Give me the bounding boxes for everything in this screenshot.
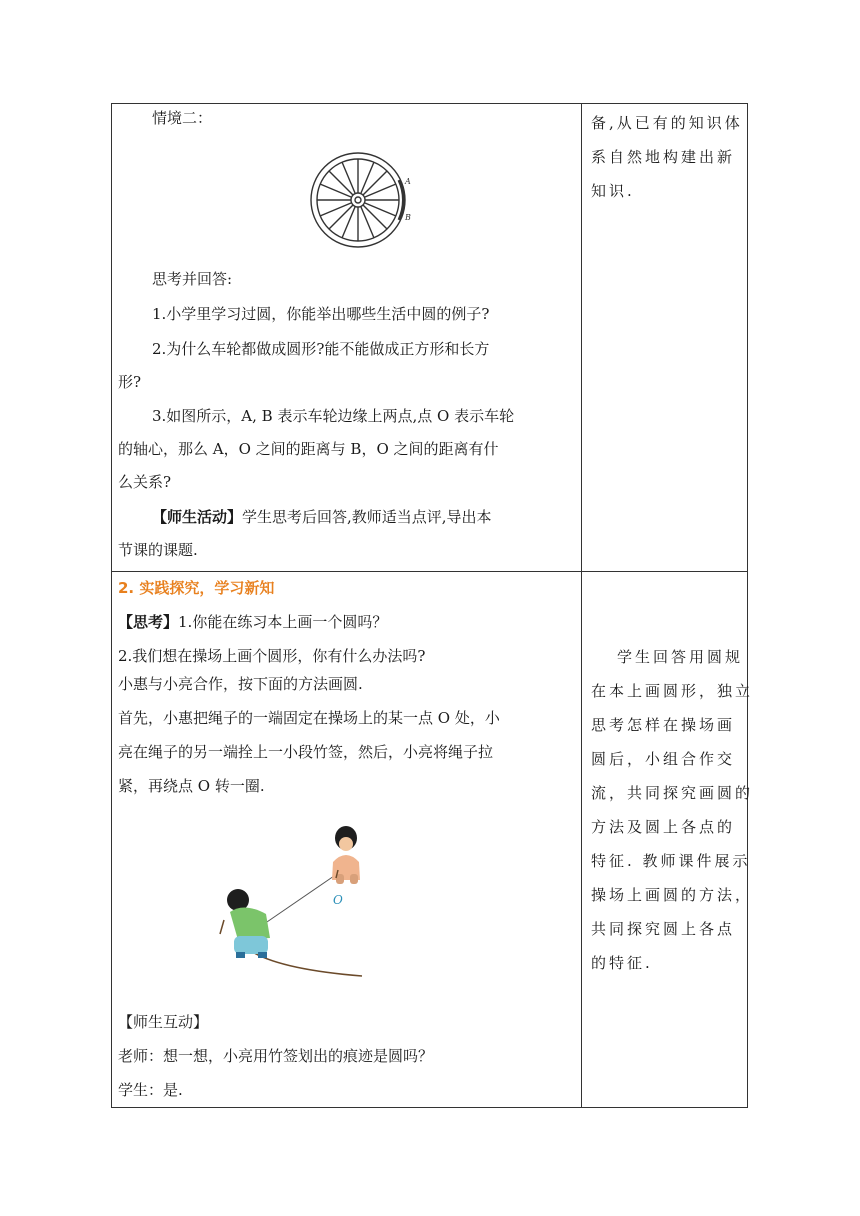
think-tag: 【思考】 xyxy=(118,613,179,631)
scenario-label: 情境二： xyxy=(152,109,213,127)
think-line xyxy=(118,612,387,632)
wheel-figure xyxy=(306,150,414,254)
wheel-label-a: A xyxy=(405,177,411,186)
right-note-bottom-line: 操场上画圆的方法， xyxy=(591,886,754,904)
activity-text: 学生思考后回答,教师适当点评,导出本 xyxy=(242,508,492,526)
activity-line-1 xyxy=(152,507,492,527)
figure-point-o-label: O xyxy=(333,893,343,907)
right-note-top-line: 备,从已有的知识体 xyxy=(591,114,743,132)
right-note-bottom-line: 方法及圆上各点的 xyxy=(591,818,736,836)
right-note-bottom xyxy=(591,640,753,980)
question-3-line-2: 的轴心，那么 A，O 之间的距离与 B，O 之间的距离有什 xyxy=(118,440,499,458)
wheel-label-b: B xyxy=(405,213,411,222)
right-note-bottom-line: 思考怎样在操场画 xyxy=(591,716,736,734)
column-divider xyxy=(581,104,582,1107)
method-line-1: 首先，小惠把绳子的一端固定在操场上的某一点 O 处，小 xyxy=(118,709,500,727)
question-2-line-1: 2.为什么车轮都做成圆形?能不能做成正方形和长方 xyxy=(152,340,490,358)
cooperation-line: 小惠与小亮合作，按下面的方法画圆. xyxy=(118,675,363,693)
think-question-1: 1.你能在练习本上画一个圆吗？ xyxy=(178,613,388,631)
right-note-bottom-line: 的特征. xyxy=(591,954,653,972)
question-2-line-2: 形? xyxy=(118,373,142,391)
method-line-2: 亮在绳子的另一端拴上一小段竹签，然后，小亮将绳子拉 xyxy=(118,743,494,761)
interaction-tag: 【师生互动】 xyxy=(118,1013,209,1031)
activity-tag: 【师生活动】 xyxy=(152,508,243,526)
student-line: 学生：是. xyxy=(118,1081,183,1099)
row-divider xyxy=(112,571,747,572)
right-note-bottom-line: 共同探究圆上各点 xyxy=(591,920,736,938)
right-note-bottom-line: 学生回答用圆规 xyxy=(617,648,744,666)
right-note-top xyxy=(591,106,743,208)
prompt-text: 思考并回答: xyxy=(152,270,233,288)
right-note-bottom-line: 特征. 教师课件展示 xyxy=(591,852,751,870)
playground-drawing-figure xyxy=(212,818,372,986)
section-title: 2. 实践探究，学习新知 xyxy=(118,579,275,597)
question-1: 1.小学里学习过圆，你能举出哪些生活中圆的例子? xyxy=(152,305,490,323)
right-note-top-line: 系自然地构建出新 xyxy=(591,148,736,166)
right-note-bottom-line: 在本上画圆形，独立 xyxy=(591,682,754,700)
right-note-top-line: 知识. xyxy=(591,182,635,200)
method-line-3: 紧，再绕点 O 转一圈. xyxy=(118,777,265,795)
think-question-2: 2.我们想在操场上画个圆形，你有什么办法吗? xyxy=(118,647,426,665)
right-note-bottom-line: 圆后，小组合作交 xyxy=(591,750,736,768)
question-3-line-1: 3.如图所示，A, B 表示车轮边缘上两点,点 O 表示车轮 xyxy=(152,407,515,425)
teacher-line: 老师：想一想，小亮用竹签划出的痕迹是圆吗？ xyxy=(118,1047,434,1065)
question-3-line-3: 么关系? xyxy=(118,473,172,491)
activity-line-2: 节课的课题. xyxy=(118,541,198,559)
right-note-bottom-line: 流，共同探究画圆的 xyxy=(591,784,754,802)
